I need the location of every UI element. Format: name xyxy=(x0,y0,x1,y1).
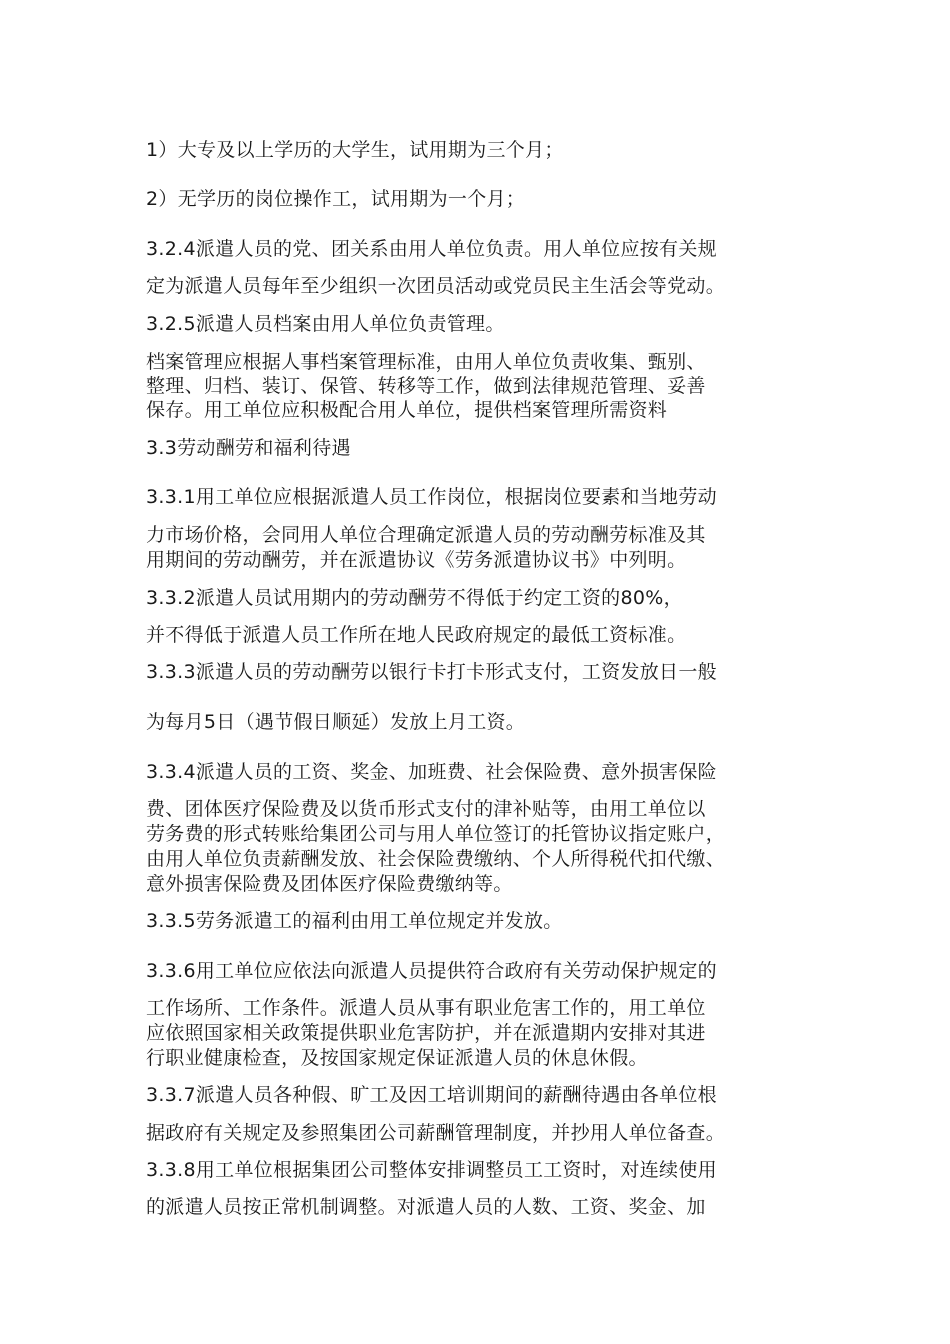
text-line: 应依照国家相关政策提供职业危害防护，并在派遣期内安排对其进 xyxy=(146,1022,706,1044)
text-line: 3.3.5劳务派遣工的福利由用工单位规定并发放。 xyxy=(146,910,563,932)
text-line: 的派遣人员按正常机制调整。对派遣人员的人数、工资、奖金、加 xyxy=(146,1196,706,1218)
text-line: 3.3.1用工单位应根据派遣人员工作岗位，根据岗位要素和当地劳动 xyxy=(146,486,717,508)
text-line: 工作场所、工作条件。派遣人员从事有职业危害工作的，用工单位 xyxy=(146,997,706,1019)
text-line: 力市场价格，会同用人单位合理确定派遣人员的劳动酬劳标准及其 xyxy=(146,524,706,546)
text-line: 3.2.5派遣人员档案由用人单位负责管理。 xyxy=(146,313,505,335)
text-line: 由用人单位负责薪酬发放、社会保险费缴纳、个人所得税代扣代缴、 xyxy=(146,848,726,870)
section-heading: 3.3劳动酬劳和福利待遇 xyxy=(146,437,351,459)
text-line: 保存。用工单位应积极配合用人单位，提供档案管理所需资料 xyxy=(146,399,668,421)
text-line: 用期间的劳动酬劳，并在派遣协议《劳务派遣协议书》中列明。 xyxy=(146,549,687,571)
text-line: 并不得低于派遣人员工作所在地人民政府规定的最低工资标准。 xyxy=(146,624,687,646)
text-line: 3.3.8用工单位根据集团公司整体安排调整员工工资时，对连续使用 xyxy=(146,1159,717,1181)
text-line: 劳务费的形式转账给集团公司与用人单位签订的托管协议指定账户， xyxy=(146,823,726,845)
text-line: 整理、归档、装订、保管、转移等工作，做到法律规范管理、妥善 xyxy=(146,375,706,397)
text-line: 3.3.3派遣人员的劳动酬劳以银行卡打卡形式支付，工资发放日一般 xyxy=(146,661,717,683)
text-line: 为每月5日（遇节假日顺延）发放上月工资。 xyxy=(146,711,526,733)
text-line: 3.3.6用工单位应依法向派遣人员提供符合政府有关劳动保护规定的 xyxy=(146,960,717,982)
text-line: 档案管理应根据人事档案管理标准，由用人单位负责收集、甄别、 xyxy=(146,351,706,373)
text-line: 3.3.7派遣人员各种假、旷工及因工培训期间的薪酬待遇由各单位根 xyxy=(146,1084,717,1106)
text-line: 据政府有关规定及参照集团公司薪酬管理制度，并抄用人单位备查。 xyxy=(146,1122,726,1144)
text-line: 定为派遣人员每年至少组织一次团员活动或党员民主生活会等党动。 xyxy=(146,275,726,297)
text-line: 意外损害保险费及团体医疗保险费缴纳等。 xyxy=(146,873,513,895)
text-line: 2）无学历的岗位操作工，试用期为一个月； xyxy=(146,188,526,210)
text-line: 费、团体医疗保险费及以货币形式支付的津补贴等，由用工单位以 xyxy=(146,798,706,820)
text-line: 1）大专及以上学历的大学生，试用期为三个月； xyxy=(146,139,564,161)
text-line: 行职业健康检查，及按国家规定保证派遣人员的休息休假。 xyxy=(146,1047,648,1069)
text-line: 3.3.2派遣人员试用期内的劳动酬劳不得低于约定工资的80%， xyxy=(146,587,683,609)
text-line: 3.2.4派遣人员的党、团关系由用人单位负责。用人单位应按有关规 xyxy=(146,238,717,260)
text-line: 3.3.4派遣人员的工资、奖金、加班费、社会保险费、意外损害保险 xyxy=(146,761,717,783)
